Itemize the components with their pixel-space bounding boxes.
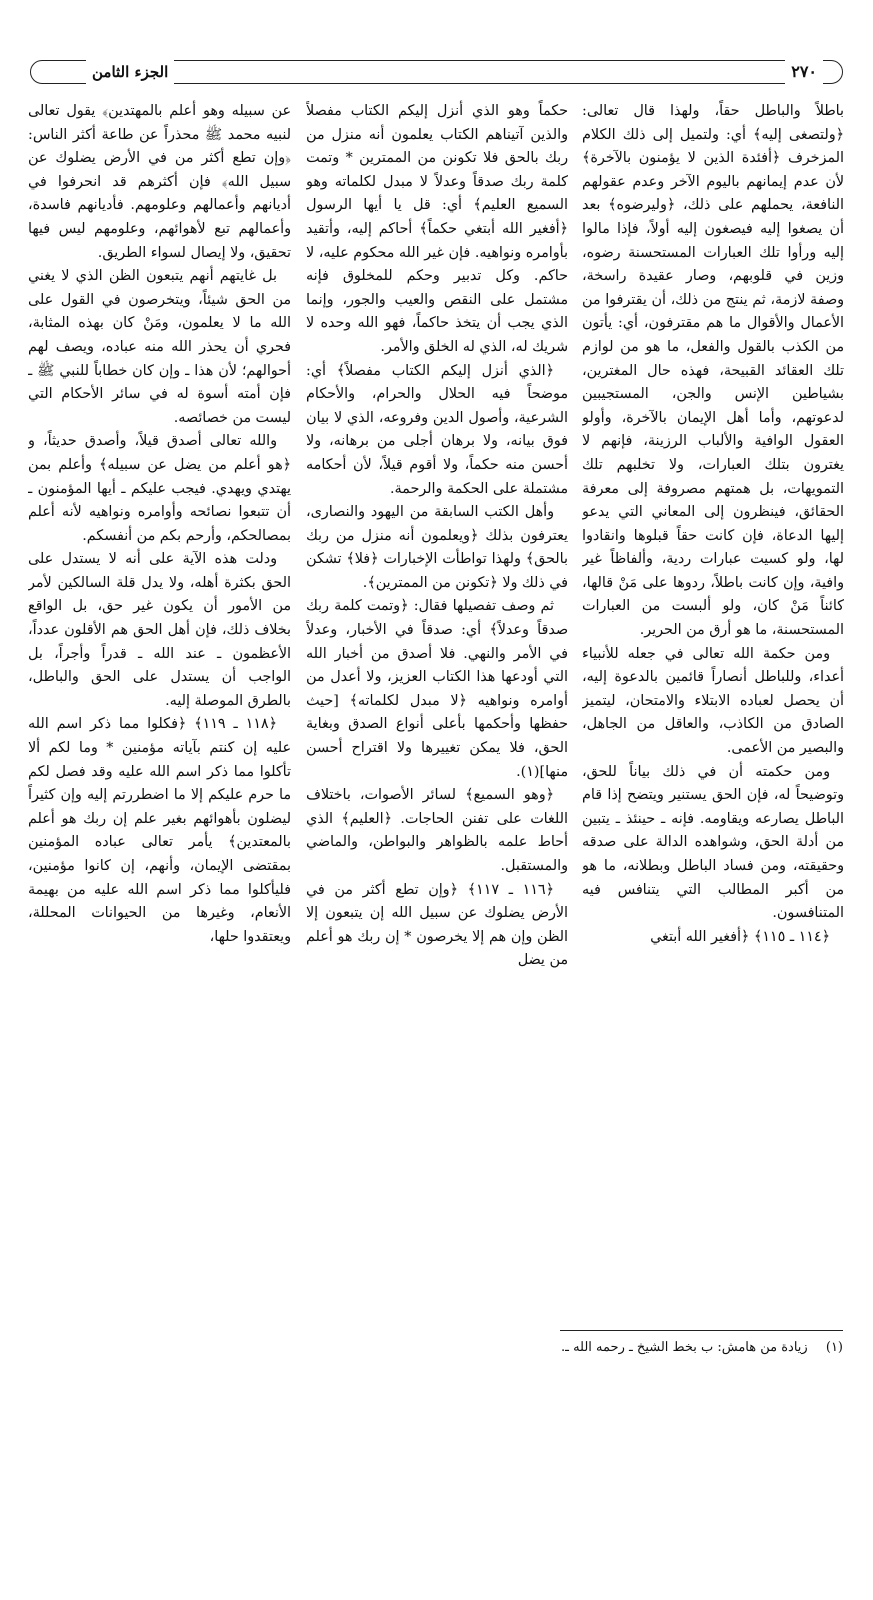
paragraph: بل غايتهم أنهم يتبعون الظن الذي لا يغني من الحق شيئاً، ويتخرصون في القول على الله ما لا يعلمون، ومَنْ كان بهذه المثابة، فحري أن يحذر الله منه عباده، ويصف لهم أحوالهم؛ لأن هذا ـ وإن كان خطاباً للنبي ﷺ ـ فإن أمته أسوة له في سائر الأحكام التي ليست من خصائصه. [28,268,291,426]
paragraph: وأهل الكتب السابقة من اليهود والنصارى، يعترفون بذلك ﴿ويعلمون أنه منزل من ربك بالحق﴾ ولهذا تواطأت الإخبارات ﴿فلا﴾ تشكن في ذلك ولا ﴿تكونن من الممترين﴾. [306,504,568,591]
paragraph: ودلت هذه الآية على أنه لا يستدل على الحق بكثرة أهله، ولا يدل قلة السالكين لأمر من الأمور أن يكون غير حق، بل الواقع بخلاف ذلك، فإن أهل الحق هم الأقلون عدداً، الأعظمون ـ عند الله ـ قدراً وأجراً، بل الواجب أن يستدل على الحق والباطل، بالطرق الموصلة إليه. [28,551,291,709]
paragraph: ﴿١١٤ ـ ١١٥﴾ ﴿أفغير الله أبتغي [650,928,830,945]
footnote-marker: (١) [825,1340,843,1355]
paragraph: ومن حكمة الله تعالى في جعله للأنبياء أعداء، وللباطل أنصاراً قائمين بالدعوة إليه، أن يحصل لعباده الابتلاء والامتحان، ليتميز الصادق من الكاذب، والعاقل من الجاهل، والبصير من الأعمى. [582,645,844,757]
paragraph: عن سبيله وهو أعلم بالمهتدين﴾ يقول تعالى لنبيه محمد ﷺ محذراً عن طاعة أكثر الناس: ﴿وإن تطع أكثر من في الأرض يضلوك عن سبيل الله﴾ فإن أكثرهم قد انحرفوا في أديانهم وأعمالهم وعلومهم. فأديانهم فاسدة، وأعمالهم تبع لأهوائهم، وعلومهم ليس فيها تحقيق، ولا إيصال لسواء الطريق. [28,103,291,261]
footnote [440,1338,843,1358]
paragraph: والله تعالى أصدق قيلاً، وأصدق حديثاً، و ﴿هو أعلم من يضل عن سبيله﴾ وأعلم بمن يهتدي ويهدي. فيجب عليكم ـ أيها المؤمنون ـ أن تتبعوا نصائحه وأوامره ونواهيه لأنه أعلم بمصالحكم، وأرحم بكم من أنفسكم. [28,433,291,544]
paragraph: ﴿الذي أنزل إليكم الكتاب مفصلاً﴾ أي: موضحاً فيه الحلال والحرام، والأحكام الشرعية، وأصول الدين وفروعه، الذي لا بيان فوق بيانه، ولا برهان أجلى من برهانه، ولا أحسن منه حكماً، ولا أقوم قيلاً، لأن أحكامه مشتملة على الحكمة والرحمة. [306,362,568,497]
text-column-left [28,100,291,1600]
text-column-middle [306,100,568,1600]
page-number: ٢٧٠ [785,60,823,84]
book-part-title: الجزء الثامن [86,60,174,84]
paragraph: حكماً وهو الذي أنزل إليكم الكتاب مفصلاً والذين آتيناهم الكتاب يعلمون أنه منزل من ربك بالحق فلا تكونن من الممترين * وتمت كلمة ربك صدقاً وعدلاً لا مبدل لكلماته وهو السميع العليم﴾ أي: قل يا أيها الرسول ﴿أفغير الله أبتغي حكماً﴾ أحاكم إليه، وأتقيد بأوامره ونواهيه. فإن غير الله محكوم عليه، لا حاكم. وكل تدبير وحكم للمخلوق فإنه مشتمل على النقص والعيب والجور، وإنما الذي يجب أن يتخذ حاكماً، فهو الله وحده لا شريك له، الذي له الخلق والأمر. [306,103,568,355]
paragraph: ﴿١١٨ ـ ١١٩﴾ ﴿فكلوا مما ذكر اسم الله عليه إن كنتم بآياته مؤمنين * وما لكم ألا تأكلوا مما ذكر اسم الله عليه وقد فصل لكم ما حرم عليكم إلا ما اضطررتم إليه وإن كثيراً ليضلون بأهوائهم بغير علم إن ربك هو أعلم بالمعتدين﴾ يأمر تعالى عباده المؤمنين بمقتضى الإيمان، وأنهم، إن كانوا مؤمنين، فليأكلوا مما ذكر اسم الله عليه من بهيمة الأنعام، وغيرها من الحيوانات المحللة، ويعتقدوا حلها، [28,716,291,945]
paragraph: ﴿وهو السميع﴾ لسائر الأصوات، باختلاف اللغات على تفنن الحاجات. ﴿العليم﴾ الذي أحاط علمه بالظواهر والبواطن، والماضي والمستقبل. [306,787,568,874]
text-column-right [582,100,844,1600]
paragraph: ثم وصف تفصيلها فقال: ﴿وتمت كلمة ربك صدقاً وعدلاً﴾ أي: صدقاً في الأخبار، وعدلاً في الأمر والنهي. فلا أصدق من أخبار الله التي أودعها هذا الكتاب العزيز، ولا أعدل من أوامره ونواهيه ﴿لا مبدل لكلماته﴾ [حيث حفظها وأحكمها بأعلى أنواع الصدق وبغاية الحق، فلا يمكن تغييرها ولا اقتراح أحسن منها](١). [306,598,568,780]
paragraph: ومن حكمته أن في ذلك بياناً للحق، وتوضيحاً له، فإن الحق يستنير ويتضح إذا قام الباطل يصارعه ويقاومه. فإنه ـ حينئذ ـ يتبين من أدلة الحق، وشواهده الدالة على صدقه وحقيقته، ومن فساد الباطل وبطلانه، ما هو من أكبر المطالب التي يتنافس فيه المتنافسون. [582,763,844,922]
paragraph: باطلاً والباطل حقاً، ولهذا قال تعالى: ﴿ولتصغى إليه﴾ أي: ولتميل إلى ذلك الكلام المزخرف ﴿أفئدة الذين لا يؤمنون بالآخرة﴾ لأن عدم إيمانهم باليوم الآخر وعدم عقولهم النافعة، يحملهم على ذلك، ﴿وليرضوه﴾ بعد أن يصغوا إليه فيصغون إليه أولاً، فإذا مالوا إليه ورأوا تلك العبارات المستحسنة رضوه، وزين في قلوبهم، وصار عقيدة راسخة، وصفة لازمة، ثم ينتج من ذلك، أن يقترفوا من الأعمال والأقوال ما هم مقترفون، أي: يأتون من الكذب بالقول والفعل، ما هو من لوازم تلك العقائد القبيحة، فهذه حال المغترين، بشياطين الإنس والجن، المستجيبين لدعوتهم، وأما أهل الإيمان بالآخرة، وأولو العقول الوافية والألباب الرزينة، فإنهم لا يغترون بتلك العبارات، ولا تخلبهم تلك التمويهات، بل همتهم مصروفة إلى معرفة الحقائق، فينظرون إلى المعاني التي يدعو إليها الدعاة، فإن كانت حقاً قبلوها وانقادوا لها، ولو كسيت عبارات ردية، وألفاظاً غير وافية، وإن كانت باطلاً، ردوها على مَنْ قالها، كائناً مَنْ كان، ولو ألبست من العبارات المستحسنة، ما هو أرق من الحرير. [582,103,844,639]
footnote-divider [560,1330,843,1331]
paragraph: ﴿١١٦ ـ ١١٧﴾ ﴿وإن تطع أكثر من في الأرض يضلوك عن سبيل الله إن يتبعون إلا الظن وإن هم إلا يخرصون * إن ربك هو أعلم من يضل [306,881,568,969]
running-header [30,60,843,84]
footnote-text: زيادة من هامش: ب بخط الشيخ ـ رحمه الله ـ. [561,1340,808,1355]
